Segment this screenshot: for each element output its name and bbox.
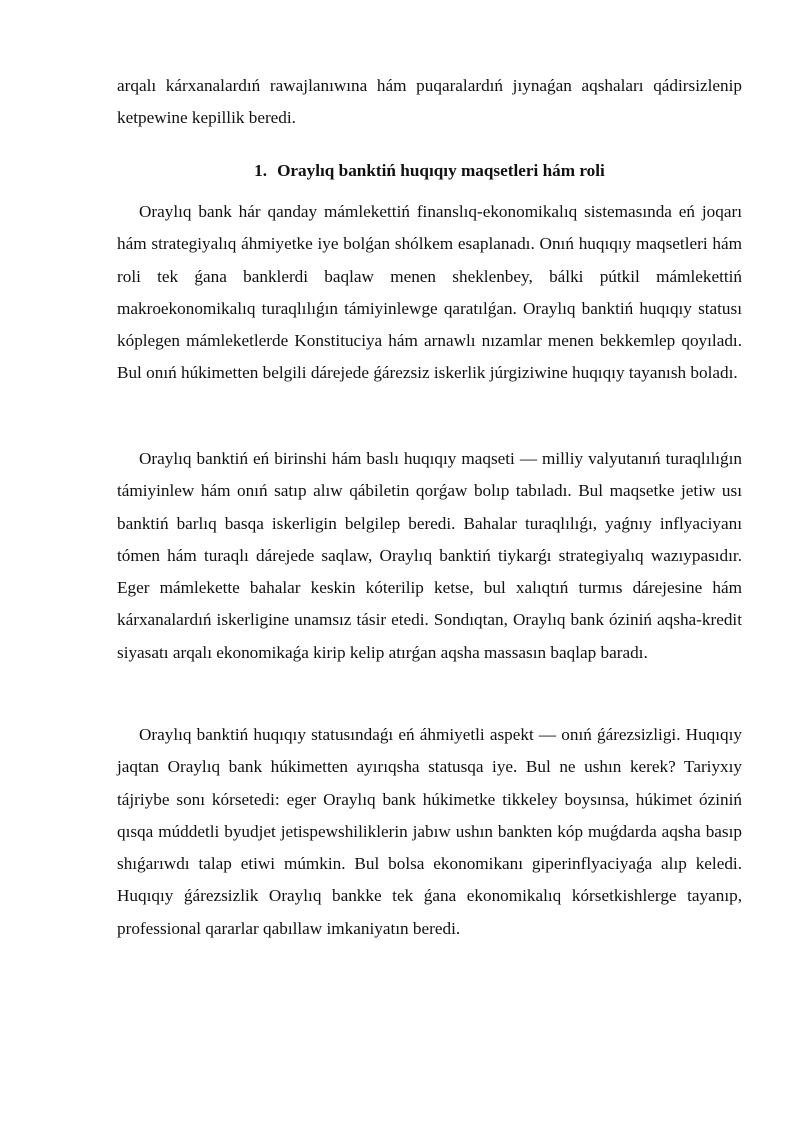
paragraph-independence: Oraylıq banktiń huqıqıy statusındaǵı eń áhmiyetli aspekt — onıń ǵárezsizligi. Huqıqıy jaqtan Oraylıq bank húkimetten ayırıqsha statusqa iye. Bul ne ushın kerek? Tariyxıy tájriybe sonı kórsetedi: eger Oraylıq bank húkimetke tikkeley boysınsa, húkimet óziniń qısqa múddetli byudjet jetispewshiliklerin jabıw ushın bankten kóp muǵdarda aqsha basıp shıǵarıwdı talap etiwi múmkin. Bul bolsa ekonomikanı giperinflyaciyaǵa alıp keledi. Huqıqıy ǵárezsizlik Oraylıq bankke tek ǵana ekonomikalıq kórsetkishlerge tayanıp, professional qararlar qabıllaw imkaniyatın beredi. xyxy=(117,725,742,938)
paragraph-continuation: arqalı kárxanalardıń rawajlanıwına hám puqaralardıń jıynaǵan aqshaları qádirsizlenip ketpewine kepillik beredi. xyxy=(117,76,742,128)
section-title: Oraylıq banktiń huqıqıy maqsetleri hám roli xyxy=(277,161,605,180)
section-number: 1. xyxy=(254,161,268,180)
paragraph-intro: Oraylıq bank hár qanday mámlekettiń finanslıq-ekonomikalıq sistemasında eń joqarı hám strategiyalıq áhmiyetke iye bolǵan shólkem esaplanadı. Onıń huqıqıy maqsetleri hám roli tek ǵana banklerdi baqlaw menen sheklenbey, bálki pútkil mámlekettiń makroekonomikalıq turaqlılıǵın támiyinlewge qaratılǵan. Oraylıq banktiń huqıqıy statusı kóplegen mámleketlerde Konstituciya hám arnawlı nızamlar menen bekkemlep qoyıladı. Bul onıń húkimetten belgili dárejede ǵárezsiz iskerlik júrgiziwine huqıqıy tayanısh boladı. xyxy=(117,202,742,383)
section-heading xyxy=(117,155,742,187)
paragraph-goals: Oraylıq banktiń eń birinshi hám baslı huqıqıy maqseti — milliy valyutanıń turaqlılıǵın támiyinlew hám onıń satıp alıw qábiletin qorǵaw bolıp tabıladı. Bul maqsetke jetiw usı banktiń barlıq basqa iskerligin belgilep beredi. Bahalar turaqlılıǵı, yaǵnıy inflyaciyanı tómen hám turaqlı dárejede saqlaw, Oraylıq banktiń tiykarǵı strategiyalıq wazıypasıdır. Eger mámlekette bahalar keskin kóterilip ketse, bul xalıqtıń turmıs dárejesine hám kárxanalardıń iskerligine unamsız tásir etedi. Sondıqtan, Oraylıq bank óziniń aqsha-kredit siyasatı arqalı ekonomikaǵa kirip kelip atırǵan aqsha massasın baqlap baradı. xyxy=(117,449,742,662)
